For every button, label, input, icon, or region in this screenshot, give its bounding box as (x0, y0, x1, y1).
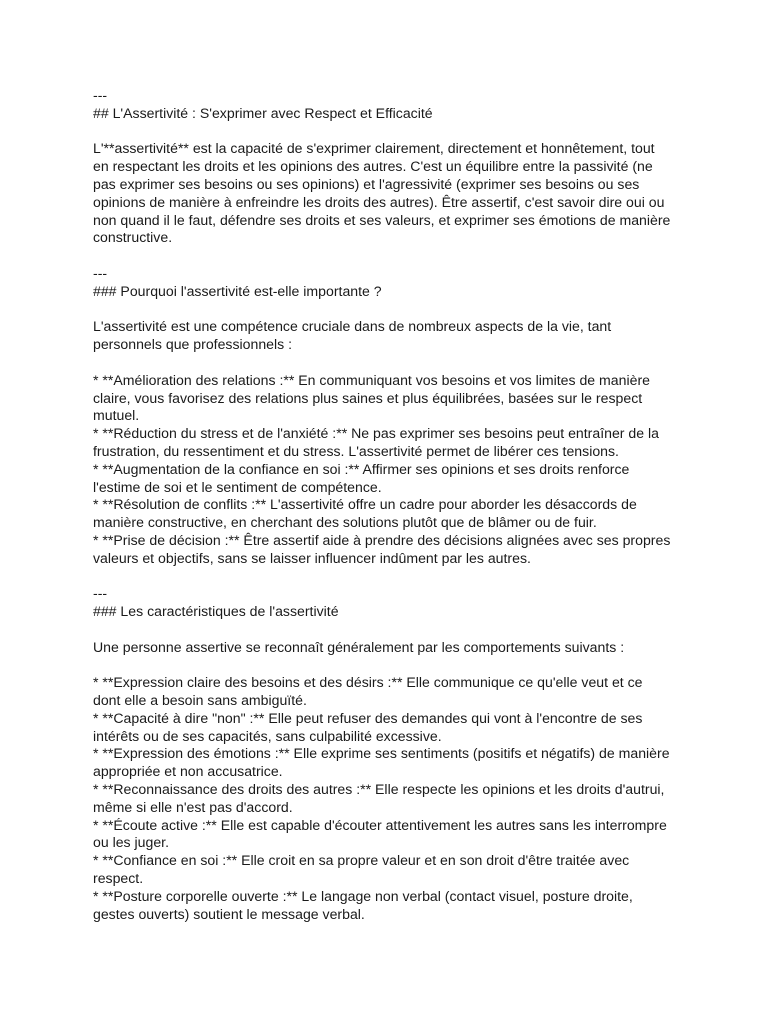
intro-line: non quand il le faut, défendre ses droits et ses valeurs, et exprimer ses émotions de manière (93, 211, 671, 228)
intro-line: L'**assertivité** est la capacité de s'exprimer clairement, directement et honnêtement, tout (93, 140, 655, 157)
traits-intro-line: Une personne assertive se reconnaît généralement par les comportements suivants : (93, 638, 625, 655)
heading-why-important: ### Pourquoi l'assertivité est-elle importante ? (93, 282, 382, 299)
blank-line (93, 354, 683, 372)
why-intro-line: personnels que professionnels : (93, 336, 293, 353)
why-list-line: manière constructive, en cherchant des solutions plutôt que de blâmer ou de fuir. (93, 514, 597, 531)
traits-list-line: même si elle n'est pas d'accord. (93, 798, 293, 815)
blank-line (93, 657, 683, 675)
why-list-line: frustration, du ressentiment et du stress. L'assertivité permet de libérer ces tensions. (93, 442, 619, 459)
traits-list-line: gestes ouverts) soutient le message verbal. (93, 905, 365, 922)
separator: --- (93, 264, 108, 281)
blank-line (93, 568, 683, 586)
traits-list-line: * **Capacité à dire "non" :** Elle peut refuser des demandes qui vont à l'encontre de ses (93, 709, 643, 726)
traits-list-line: appropriée et non accusatrice. (93, 763, 283, 780)
intro-line: pas exprimer ses besoins ou ses opinions) et l'agressivité (exprimer ses besoins ou ses (93, 175, 640, 192)
separator: --- (93, 87, 108, 103)
why-list-line: * **Réduction du stress et de l'anxiété :** Ne pas exprimer ses besoins peut entraîner de la (93, 425, 659, 442)
why-list-line: * **Amélioration des relations :** En communiquant vos besoins et vos limites de manière (93, 371, 650, 388)
blank-line (93, 247, 683, 265)
why-intro-line: L'assertivité est une compétence cruciale dans de nombreux aspects de la vie, tant (93, 318, 612, 335)
why-list-line: claire, vous favorisez des relations plus saines et plus équilibrées, basées sur le respect (93, 389, 643, 406)
traits-list-line: respect. (93, 870, 144, 887)
blank-line (93, 123, 683, 141)
intro-line: opinions de manière à enfreindre les droits des autres). Être assertif, c'est savoir dire oui ou (93, 193, 665, 210)
intro-line: constructive. (93, 229, 173, 246)
heading-characteristics: ### Les caractéristiques de l'assertivité (93, 603, 339, 620)
why-list-line: * **Augmentation de la confiance en soi :** Affirmer ses opinions et ses droits renforce (93, 460, 630, 477)
traits-list-line: * **Expression des émotions :** Elle exprime ses sentiments (positifs et négatifs) de manière (93, 745, 670, 762)
separator: --- (93, 585, 108, 602)
traits-list-line: * **Posture corporelle ouverte :** Le langage non verbal (contact visuel, posture droite, (93, 887, 633, 904)
traits-list-line: intérêts ou de ses capacités, sans culpabilité excessive. (93, 727, 442, 744)
why-list-line: * **Prise de décision :** Être assertif aide à prendre des décisions alignées avec ses propres (93, 531, 671, 548)
traits-list-line: ou les juger. (93, 834, 170, 851)
blank-line (93, 621, 683, 639)
heading-assertivite: ## L'Assertivité : S'exprimer avec Respect et Efficacité (93, 104, 433, 121)
traits-list-line: * **Confiance en soi :** Elle croit en sa propre valeur et en son droit d'être traitée avec (93, 852, 630, 869)
traits-list-line: dont elle a besoin sans ambiguïté. (93, 692, 307, 709)
intro-line: en respectant les droits et les opinions des autres. C'est un équilibre entre la passivité (ne (93, 158, 653, 175)
why-list-line: mutuel. (93, 407, 140, 424)
document-page (93, 87, 683, 923)
blank-line (93, 301, 683, 319)
traits-list-line: * **Expression claire des besoins et des désirs :** Elle communique ce qu'elle veut et ce (93, 674, 643, 691)
why-list-line: l'estime de soi et le sentiment de compétence. (93, 478, 382, 495)
traits-list-line: * **Reconnaissance des droits des autres :** Elle respecte les opinions et les droits d'autrui, (93, 781, 665, 798)
why-list-line: valeurs et objectifs, sans se laisser influencer indûment par les autres. (93, 549, 531, 566)
traits-list-line: * **Écoute active :** Elle est capable d'écouter attentivement les autres sans les interrompre (93, 816, 667, 833)
why-list-line: * **Résolution de conflits :** L'assertivité offre un cadre pour aborder les désaccords de (93, 496, 637, 513)
